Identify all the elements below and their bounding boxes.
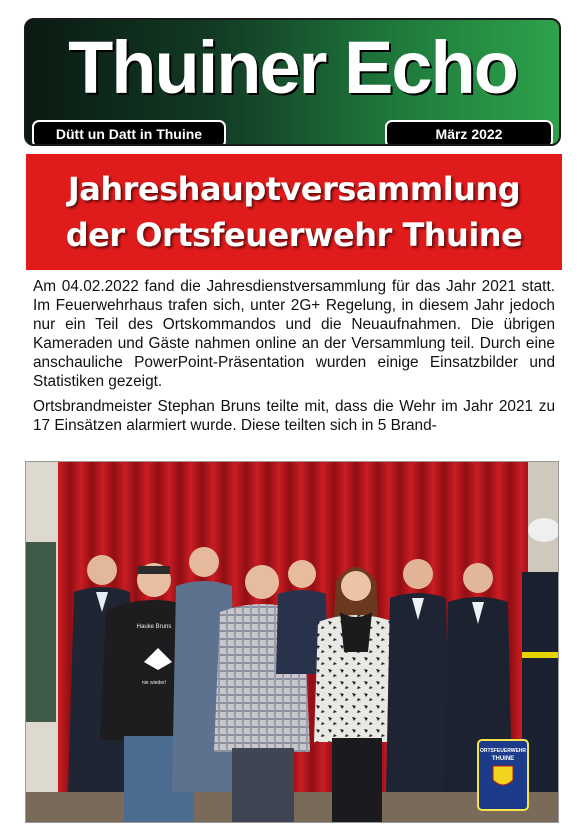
article-headline bbox=[26, 154, 562, 270]
group-photo-illustration bbox=[26, 462, 558, 822]
svg-text:Hauke Bruns: Hauke Bruns bbox=[136, 624, 172, 630]
issue-date: März 2022 bbox=[385, 120, 553, 146]
paragraph-1: Am 04.02.2022 fand die Jahresdienstversammlung für das Jahr 2021 statt. Im Feuerwehrhaus trafen sich, unter 2G+ Regelung, in diesem Jahr jedoch nur ein Teil des Ortskommandos und die Neuaufnahmen. Die übrigen Kameraden und Gäste nahmen online an der Versammlung teil. Durch eine anschauliche PowerPoint-Präsentation wurden einige Einsatzbilder und Statistiken gezeigt. bbox=[33, 278, 555, 390]
headline-line-1: Jahreshauptversammlung bbox=[67, 170, 521, 208]
group-photo bbox=[25, 461, 559, 823]
paragraph-2: Ortsbrandmeister Stephan Bruns teilte mit, dass die Wehr im Jahr 2021 zu 17 Einsätzen alarmiert wurde. Diese teilten sich in 5 Brand- bbox=[33, 398, 555, 434]
masthead bbox=[24, 18, 561, 146]
emblem-line-1: ORTSFEUERWEHR bbox=[479, 748, 527, 754]
newspaper-title: Thuiner Echo bbox=[68, 26, 517, 109]
svg-text:nie wieder!: nie wieder! bbox=[141, 680, 167, 686]
fire-department-emblem bbox=[478, 740, 528, 810]
article-body bbox=[33, 277, 555, 441]
emblem-line-2: THUINE bbox=[491, 756, 515, 762]
newspaper-subtitle: Dütt un Datt in Thuine bbox=[32, 120, 226, 146]
headline-line-2: der Ortsfeuerwehr Thuine bbox=[65, 216, 523, 254]
